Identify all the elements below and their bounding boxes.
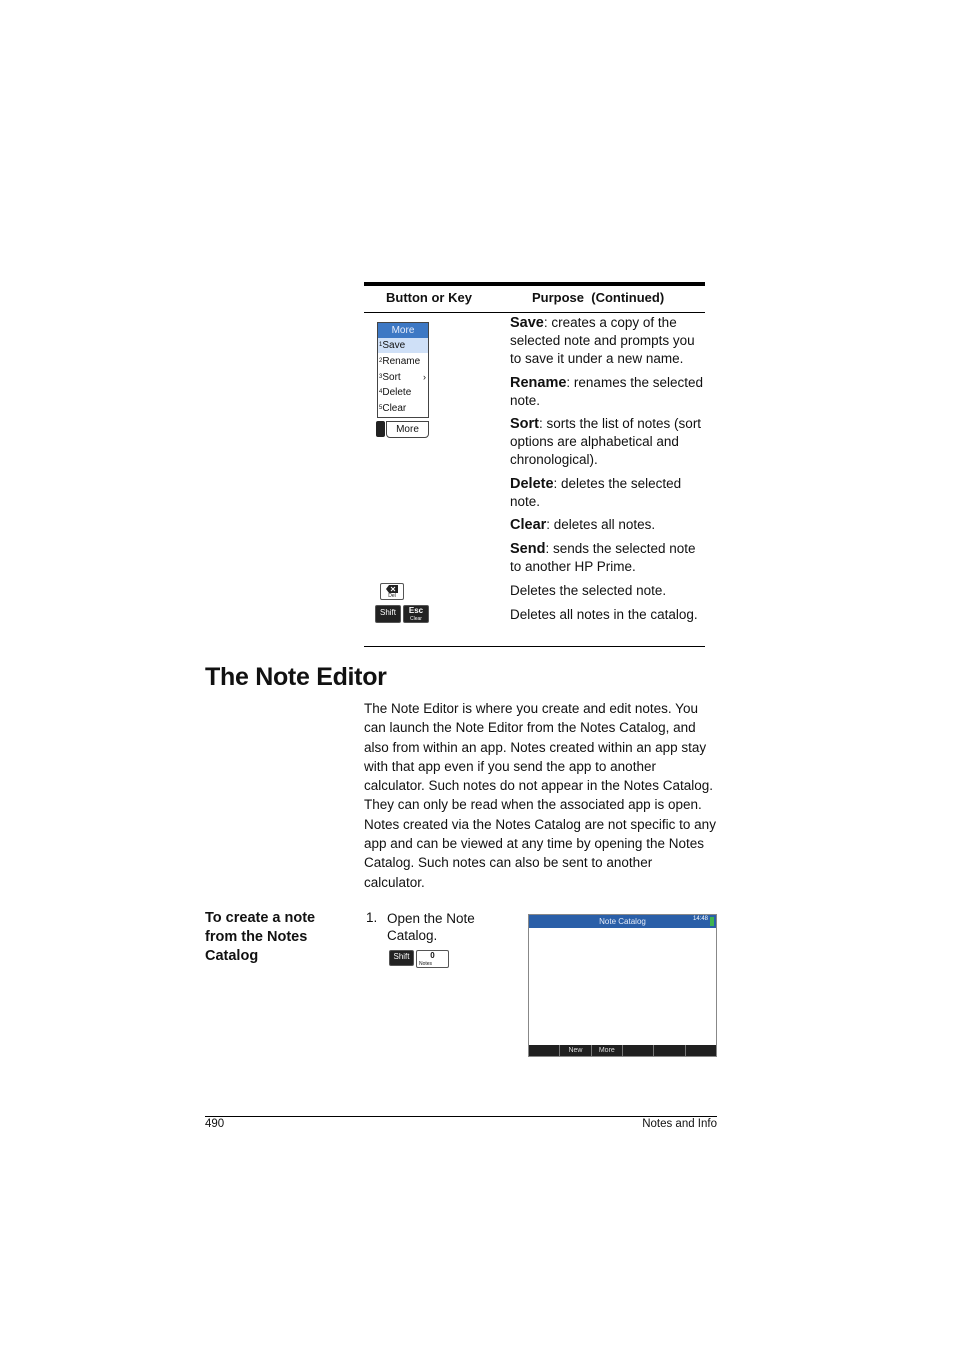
table-top-rule xyxy=(364,282,705,286)
table-bottom-rule xyxy=(364,646,705,647)
menu-item-sort: $^3$Sort › xyxy=(379,372,426,383)
chapter-title: Notes and Info xyxy=(642,1118,717,1130)
table-header-button-or-key: Button or Key xyxy=(386,290,472,305)
section-heading: The Note Editor xyxy=(205,663,387,691)
desc-rename: Rename: renames the selected note. xyxy=(510,375,703,408)
desc-clear-all: Deletes all notes in the catalog. xyxy=(510,607,698,622)
intro-paragraph: The Note Editor is where you create and edit notes. You can launch the Note Editor from the Notes Catalog, and also from within an app. Notes created within an app stay with that app even if you send the app to another calculator. Such notes do not appear in the Notes Catalog. They can only be read when the associated app is open. Notes created via the Notes Catalog are not specific to any app and can be viewed at any time by opening the Notes Catalog. Such notes can also be sent to another calculator. xyxy=(364,701,716,890)
step-number: 1. xyxy=(366,910,378,925)
battery-icon xyxy=(710,917,714,926)
menu-item-clear: $^5$Clear xyxy=(379,403,407,414)
softkey-new: New xyxy=(559,1045,590,1056)
calc-time: 14:48 xyxy=(692,916,708,922)
table-header-rule xyxy=(364,312,705,313)
desc-delete-key: Deletes the selected note. xyxy=(510,583,667,598)
softkey-5 xyxy=(653,1045,684,1056)
shift-key-step: Shift xyxy=(389,950,414,966)
desc-send: Send: sends the selected note to another HP Prime. xyxy=(510,541,696,574)
menu-softkey-edge xyxy=(376,421,385,437)
step-text: Open the Note Catalog. xyxy=(387,911,475,943)
softkey-4 xyxy=(622,1045,653,1056)
calc-titlebar xyxy=(529,915,716,928)
menu-item-delete: $^4$Delete xyxy=(379,387,412,398)
submenu-arrow-icon: › xyxy=(423,372,426,382)
menu-item-rename: $^2$Rename xyxy=(379,356,421,367)
shift-key: Shift xyxy=(375,605,401,623)
calc-title: Note Catalog xyxy=(599,917,646,926)
desc-clear: Clear: deletes all notes. xyxy=(510,517,656,533)
more-menu-image xyxy=(376,322,428,438)
menu-item-save: $^1$Save xyxy=(378,338,428,353)
softkey-6 xyxy=(685,1045,716,1056)
page-number: 490 xyxy=(205,1118,225,1130)
desc-delete: Delete: deletes the selected note. xyxy=(510,476,682,509)
desc-sort: Sort: sorts the list of notes (sort options are alphabetical and chronological). xyxy=(510,416,702,467)
more-menu-popup xyxy=(377,322,429,418)
table-header-purpose: Purpose (Continued) xyxy=(532,290,665,305)
note-catalog-screenshot xyxy=(528,914,717,1057)
more-softkey: More xyxy=(386,421,429,438)
softkey-more: More xyxy=(591,1045,622,1056)
procedure-heading: To create a note from the Notes Catalog xyxy=(205,910,316,964)
calc-softkey-bar xyxy=(529,1045,716,1056)
delete-key: Del xyxy=(380,583,404,600)
zero-notes-key: 0 Notes xyxy=(416,950,449,968)
footer-rule xyxy=(205,1116,717,1117)
esc-key: Esc Clear xyxy=(403,605,429,623)
desc-save: Save: creates a copy of the selected note and prompts you to save it under a new name. xyxy=(510,315,695,366)
softkey-1 xyxy=(529,1045,559,1056)
more-menu-title: More xyxy=(378,323,428,338)
